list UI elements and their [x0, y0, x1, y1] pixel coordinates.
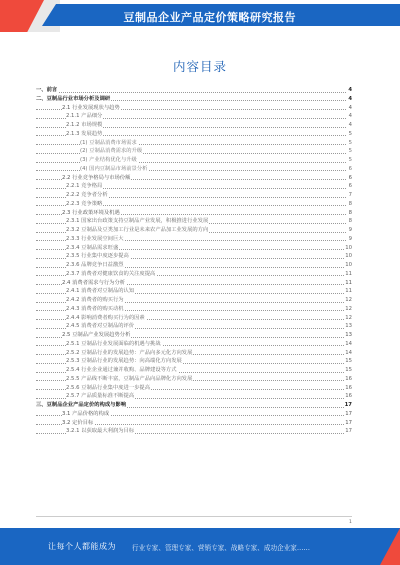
toc-entry[interactable] [36, 427, 352, 436]
toc-entry-label: (1) 豆制品消费市场需求 [80, 139, 137, 146]
toc-entry-page: 12 [345, 314, 352, 321]
toc-heading: 内容目录 [172, 59, 227, 74]
toc-entry-page: 4 [348, 113, 352, 120]
toc-entry[interactable] [36, 104, 352, 113]
toc-entry-label: 2.3.1 国家出台政策支持豆制品产业发展，积极推进行业发展 [66, 218, 209, 225]
toc-entry-page: 15 [345, 358, 352, 365]
toc-entry-page: 5 [348, 130, 352, 137]
toc-entry-page: 17 [345, 410, 352, 417]
toc-entry-label: 2.3.7 消费者对健康饮食的关注度提高 [66, 270, 156, 277]
toc-entry-page: 14 [345, 340, 352, 347]
toc-entry[interactable] [36, 226, 352, 235]
toc-entry-page: 16 [345, 393, 352, 400]
toc-entry-page: 11 [345, 288, 352, 295]
toc-entry-page: 14 [345, 349, 352, 356]
toc-entry-label: 2.3.3 行业发展空间巨大 [66, 235, 124, 242]
toc-entry-label: 2.4 消费者需求与行为分析 [62, 279, 126, 286]
toc-entry[interactable] [36, 314, 352, 323]
toc-entry-page: 17 [345, 419, 352, 426]
toc-entry-page: 13 [345, 323, 352, 330]
toc-entry-page: 5 [348, 157, 352, 163]
toc-entry-label: 2.1 行业发展现状与趋势 [62, 104, 120, 111]
toc-entry[interactable] [36, 209, 352, 218]
toc-entry-label: 3.2.1 以获取最大利润为目标 [66, 428, 135, 435]
toc-entry-page: 15 [345, 367, 352, 373]
toc-entry-label: 2.5.6 豆制品行业集中度进一步提高 [66, 384, 151, 391]
toc-entry[interactable] [36, 305, 352, 314]
toc-entry-label: 2.5.1 豆制品行业发展面临的机遇与挑战 [66, 340, 161, 347]
toc-entry[interactable] [36, 235, 352, 244]
toc-entry-page: 5 [348, 139, 352, 146]
toc-entry-label: 2.1.2 市场规模 [66, 122, 103, 128]
toc-entry-label: 2.3 行业政策环境及机遇 [62, 209, 120, 216]
toc-entry-page: 12 [345, 297, 352, 303]
toc-entry[interactable] [36, 384, 352, 393]
toc-entry-page: 4 [348, 95, 352, 102]
toc-entry-page: 4 [348, 104, 352, 111]
toc-entry[interactable] [36, 340, 352, 349]
report-title: 豆制品企业产品定价策略研究报告 [123, 11, 296, 24]
toc-entry-page: 5 [348, 148, 352, 155]
toc-entry-label: 3.1 产品价格的构成 [62, 410, 110, 417]
toc-entry-page: 10 [345, 244, 352, 251]
toc-entry-label: 2.5.4 行业企业通过兼并收购、品牌建设等方式 [66, 367, 177, 373]
toc-entry-label: 2.5 豆制品产业发展趋势分析 [62, 332, 131, 338]
toc-entry-page: 7 [348, 192, 352, 198]
toc-entry[interactable] [36, 270, 352, 279]
toc-entry-label: 2.5.3 豆制品行业的发展趋势：向高端化方向发展 [66, 358, 182, 365]
toc-entry-page: 9 [348, 227, 352, 233]
toc-entry-page: 8 [348, 209, 352, 216]
toc-entry[interactable] [36, 191, 352, 200]
toc-entry-page: 8 [348, 218, 352, 225]
page-number: 1 [349, 520, 352, 525]
toc-entry-label: 3.2 定价目标 [62, 419, 94, 426]
toc-entry-page: 8 [348, 200, 352, 207]
toc-entry[interactable] [36, 130, 352, 139]
toc-entry[interactable] [36, 392, 352, 401]
toc-entry[interactable] [36, 244, 352, 253]
toc-entry-page: 11 [345, 279, 352, 286]
toc-entry-page: 6 [348, 165, 352, 172]
toc-leader-dots [36, 92, 346, 93]
toc-entry[interactable] [36, 261, 352, 270]
toc-entry-label: 2.4.3 消费者的购买动机 [66, 305, 124, 312]
toc-entry[interactable] [36, 331, 352, 340]
toc-entry-page: 4 [348, 122, 352, 128]
toc-entry[interactable] [36, 165, 352, 174]
toc-entry[interactable] [36, 86, 352, 95]
toc-entry[interactable] [36, 156, 352, 165]
footer-red-corner [380, 528, 400, 565]
toc-entry-label: 2.3.2 豆制品及豆类加工行业是未来农产品加工业发展的方向 [66, 227, 209, 233]
toc-entry-label: 2.4.2 消费者的购买行为 [66, 297, 124, 303]
toc-entry-label: 二、豆制品行业市场分析及调研 [36, 95, 111, 102]
toc-entry[interactable] [36, 279, 352, 288]
toc-entry-page: 6 [348, 183, 352, 190]
toc-entry-label: 2.5.2 豆制品行业的发展趋势：产品向多元化方向发展 [66, 349, 193, 356]
toc-entry-label: 2.5.7 产品质量标准不断提高 [66, 393, 135, 400]
toc-entry-label: 三、豆制品企业产品定价的构成与影响 [36, 402, 127, 408]
toc-entry-label: (3) 产业结构优化与升级 [80, 157, 137, 163]
toc-entry[interactable] [36, 95, 352, 104]
toc-entry-label: 一、前言 [36, 87, 58, 93]
footer-tagline: 行业专家、管理专家、营销专家、战略专家、成功企业家…… [132, 544, 311, 552]
toc-entry[interactable] [36, 349, 352, 358]
toc-entry[interactable] [36, 287, 352, 296]
toc-entry[interactable] [36, 112, 352, 121]
toc-entry-page: 17 [345, 428, 352, 435]
toc-entry-page: 10 [345, 253, 352, 260]
toc-entry[interactable] [36, 410, 352, 419]
toc-entry-label: 2.2.3 竞争策略 [66, 200, 103, 207]
toc-entry[interactable] [36, 252, 352, 261]
toc-entry-label: 2.3.6 品牌竞争日益激烈 [66, 262, 124, 268]
toc-entry[interactable] [36, 121, 352, 130]
toc-entry-page: 13 [345, 332, 352, 338]
toc-entry-label: 2.2.1 竞争格局 [66, 183, 103, 190]
toc-entry[interactable] [36, 147, 352, 156]
toc-entry-label: 2.4.5 消费者对豆制品的评价 [66, 323, 135, 330]
toc-entry-page: 16 [345, 384, 352, 391]
toc-entry-page: 11 [345, 270, 352, 277]
toc-entry-page: 10 [345, 262, 352, 268]
toc-entry-label: 2.4.4 影响消费者购买行为的因素 [66, 314, 145, 321]
toc-entry-label: 2.4.1 消费者对豆制品的认知 [66, 288, 135, 295]
toc-entry-label: 2.3.5 行业集中度逐步提高 [66, 253, 129, 260]
toc-entry-page: 12 [345, 305, 352, 312]
toc-entry[interactable] [36, 401, 352, 410]
toc-entry-label: 2.5.5 产品线不断丰富，豆制品产品向品牌化方向发展 [66, 375, 193, 382]
toc-entry[interactable] [36, 419, 352, 428]
toc-entry[interactable] [36, 366, 352, 375]
toc-entry[interactable] [36, 174, 352, 183]
toc-entry[interactable] [36, 375, 352, 384]
footer-slogan: 让每个人都能成为 [48, 542, 116, 551]
toc-entry[interactable] [36, 182, 352, 191]
toc-entry[interactable] [36, 322, 352, 331]
toc-entry-label: 2.3.4 豆制品需求旺盛 [66, 244, 119, 251]
toc-entry-page: 9 [348, 235, 352, 242]
toc-entry-label: 2.1.1 产品细分 [66, 113, 103, 120]
toc-entry[interactable] [36, 296, 352, 305]
toc-entry-label: (2) 豆制品消费需求的升级 [80, 148, 143, 155]
toc-entry-page: 16 [345, 375, 352, 382]
toc-entry-label: (4) 国内豆制品市场前景分析 [80, 165, 148, 172]
toc-entry[interactable] [36, 139, 352, 148]
toc-entry-label: 2.1.3 发展趋势 [66, 130, 103, 137]
table-of-contents [36, 86, 352, 436]
toc-entry[interactable] [36, 357, 352, 366]
toc-entry[interactable] [36, 217, 352, 226]
page-footer [0, 528, 400, 565]
page-header [0, 0, 400, 32]
toc-entry-page: 17 [344, 402, 352, 408]
toc-entry-page: 4 [348, 87, 352, 93]
toc-entry[interactable] [36, 200, 352, 209]
toc-entry-page: 6 [348, 174, 352, 181]
toc-entry-label: 2.2.2 竞争者分析 [66, 192, 108, 198]
toc-entry-label: 2.2 行业竞争格局与市场份额 [62, 174, 131, 181]
footer-divider [36, 516, 352, 517]
